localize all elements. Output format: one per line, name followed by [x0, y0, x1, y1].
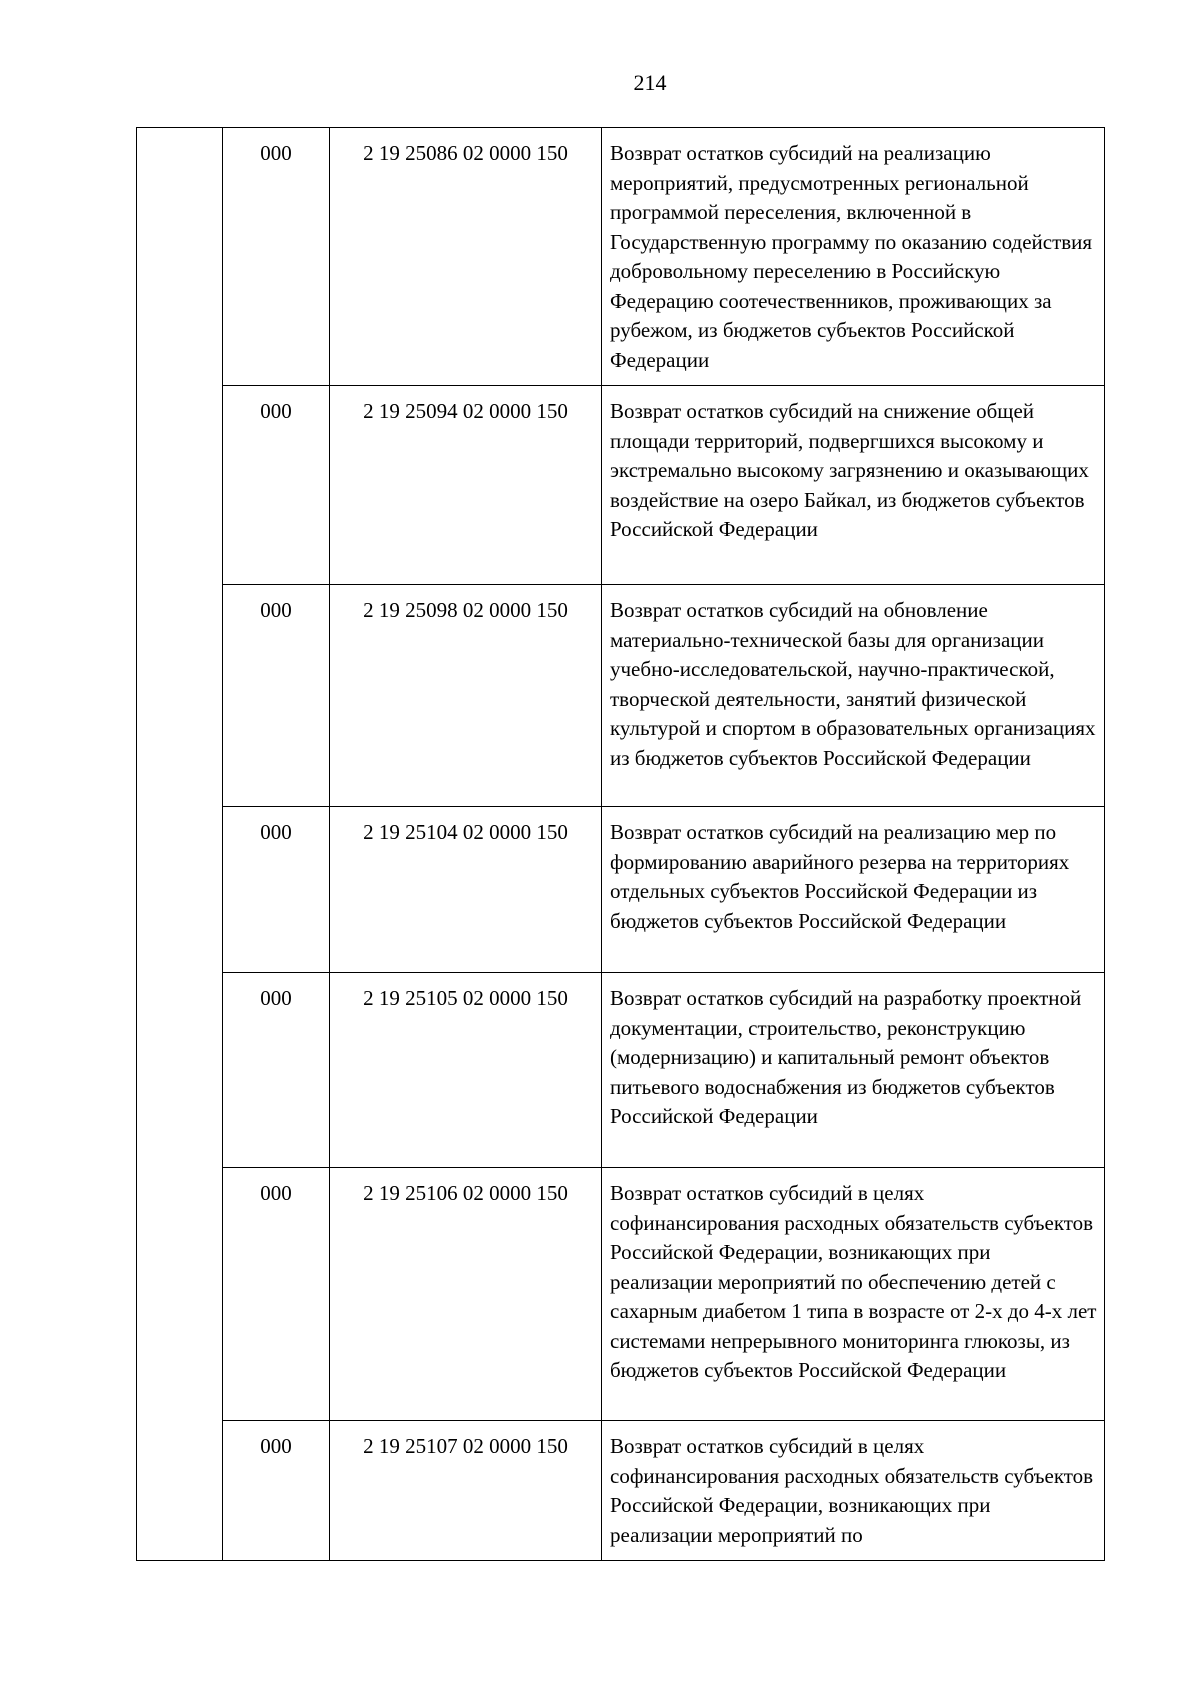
table-row: [137, 386, 1105, 585]
table-row: [137, 1421, 1105, 1561]
table-row: [137, 807, 1105, 973]
page-number: 214: [633, 70, 667, 95]
budget-code-cell: 2 19 25107 02 0000 150: [330, 1421, 602, 1561]
description-cell: Возврат остатков субсидий на обновление материально-технической базы для организации учебно-исследовательской, научно-практической, творческой деятельности, занятий физической культурой и спортом в образовательных организациях из бюджетов субъектов Российской Федерации: [602, 585, 1105, 807]
admin-code-cell: 000: [223, 807, 330, 973]
description-cell: Возврат остатков субсидий на реализацию мер по формированию аварийного резерва на территориях отдельных субъектов Российской Федерации из бюджетов субъектов Российской Федерации: [602, 807, 1105, 973]
admin-code-cell: 000: [223, 1168, 330, 1421]
budget-code-cell: 2 19 25105 02 0000 150: [330, 973, 602, 1168]
budget-code-table: [136, 127, 1105, 1561]
budget-code-cell: 2 19 25104 02 0000 150: [330, 807, 602, 973]
description-cell: Возврат остатков субсидий в целях софинансирования расходных обязательств субъектов Российской Федерации, возникающих при реализации мероприятий по обеспечению детей с сахарным диабетом 1 типа в возрасте от 2-х до 4-х лет системами непрерывного мониторинга глюкозы, из бюджетов субъектов Российской Федерации: [602, 1168, 1105, 1421]
budget-code-cell: 2 19 25086 02 0000 150: [330, 128, 602, 386]
table-row: [137, 585, 1105, 807]
description-cell: Возврат остатков субсидий на разработку проектной документации, строительство, реконструкцию (модернизацию) и капитальный ремонт объектов питьевого водоснабжения из бюджетов субъектов Российской Федерации: [602, 973, 1105, 1168]
table-row: [137, 1168, 1105, 1421]
table-row: [137, 973, 1105, 1168]
table-row: [137, 128, 1105, 386]
description-cell: Возврат остатков субсидий на снижение общей площади территорий, подвергшихся высокому и экстремально высокому загрязнению и оказывающих воздействие на озеро Байкал, из бюджетов субъектов Российской Федерации: [602, 386, 1105, 585]
admin-code-cell: 000: [223, 386, 330, 585]
table-body: [137, 128, 1105, 1561]
description-cell: Возврат остатков субсидий в целях софинансирования расходных обязательств субъектов Российской Федерации, возникающих при реализации мероприятий по: [602, 1421, 1105, 1561]
admin-code-cell: 000: [223, 128, 330, 386]
description-cell: Возврат остатков субсидий на реализацию мероприятий, предусмотренных региональной программой переселения, включенной в Государственную программу по оказанию содействия добровольному переселению в Российскую Федерацию соотечественников, проживающих за рубежом, из бюджетов субъектов Российской Федерации: [602, 128, 1105, 386]
budget-code-cell: 2 19 25106 02 0000 150: [330, 1168, 602, 1421]
admin-code-cell: 000: [223, 973, 330, 1168]
admin-code-cell: 000: [223, 1421, 330, 1561]
budget-code-cell: 2 19 25094 02 0000 150: [330, 386, 602, 585]
admin-code-cell: 000: [223, 585, 330, 807]
budget-code-cell: 2 19 25098 02 0000 150: [330, 585, 602, 807]
blank-column-cell: [137, 128, 223, 1561]
